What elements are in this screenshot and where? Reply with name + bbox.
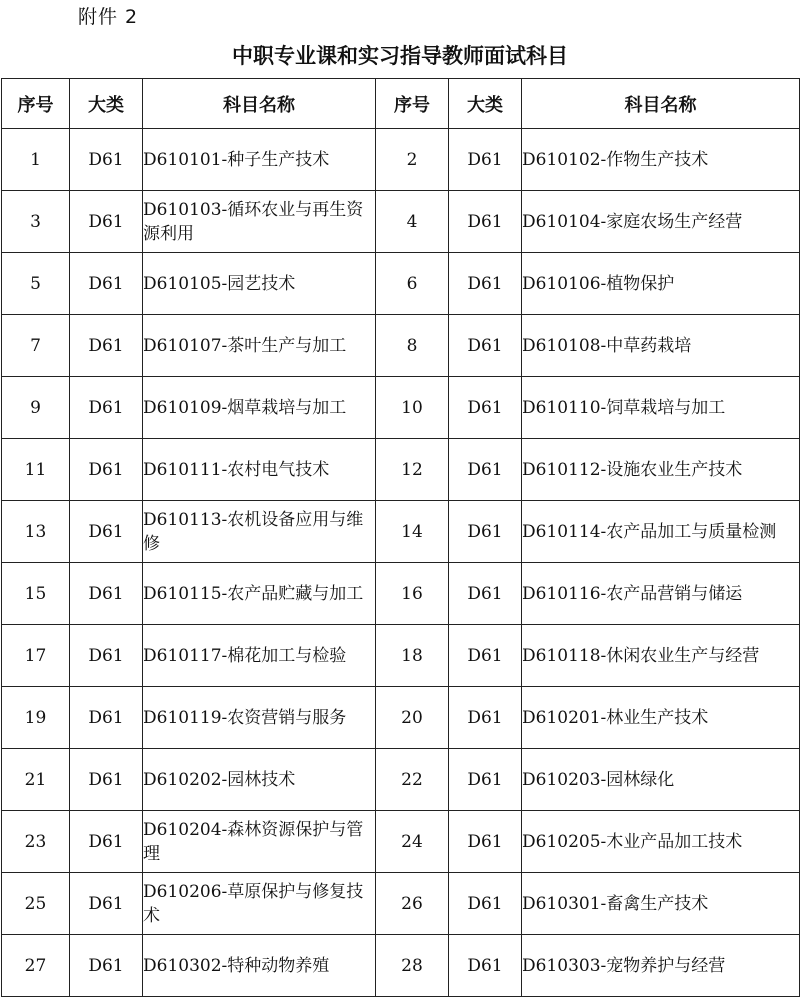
serial-cell: 14 — [376, 501, 449, 563]
table-row — [2, 563, 800, 625]
category-cell: D61 — [70, 315, 143, 377]
subject-cell: D610112-设施农业生产技术 — [522, 439, 800, 501]
table-row — [2, 191, 800, 253]
serial-cell: 19 — [2, 687, 70, 749]
subject-cell: D610116-农产品营销与储运 — [522, 563, 800, 625]
table-header-row — [2, 79, 800, 129]
attachment-label: 附件 2 — [78, 6, 139, 28]
category-cell: D61 — [70, 873, 143, 935]
subject-cell: D610108-中草药栽培 — [522, 315, 800, 377]
serial-cell: 28 — [376, 935, 449, 997]
serial-cell: 11 — [2, 439, 70, 501]
serial-cell: 9 — [2, 377, 70, 439]
subject-cell: D610110-饲草栽培与加工 — [522, 377, 800, 439]
serial-cell: 3 — [2, 191, 70, 253]
category-cell: D61 — [449, 563, 522, 625]
category-cell: D61 — [449, 687, 522, 749]
serial-cell: 25 — [2, 873, 70, 935]
category-cell: D61 — [449, 811, 522, 873]
category-cell: D61 — [70, 935, 143, 997]
serial-cell: 2 — [376, 129, 449, 191]
serial-cell: 18 — [376, 625, 449, 687]
category-cell: D61 — [70, 129, 143, 191]
table-row — [2, 315, 800, 377]
table-row — [2, 377, 800, 439]
category-cell: D61 — [70, 439, 143, 501]
subject-cell: D610106-植物保护 — [522, 253, 800, 315]
table-row — [2, 873, 800, 935]
table-row — [2, 253, 800, 315]
category-cell: D61 — [449, 625, 522, 687]
category-cell: D61 — [70, 563, 143, 625]
subject-cell: D610202-园林技术 — [143, 749, 376, 811]
category-cell: D61 — [449, 873, 522, 935]
subject-cell: D610114-农产品加工与质量检测 — [522, 501, 800, 563]
subject-cell: D610206-草原保护与修复技术 — [143, 873, 376, 935]
subject-cell: D610111-农村电气技术 — [143, 439, 376, 501]
category-cell: D61 — [70, 749, 143, 811]
serial-cell: 27 — [2, 935, 70, 997]
subject-cell: D610103-循环农业与再生资源利用 — [143, 191, 376, 253]
table-row — [2, 625, 800, 687]
subject-cell: D610102-作物生产技术 — [522, 129, 800, 191]
serial-cell: 24 — [376, 811, 449, 873]
subject-cell: D610302-特种动物养殖 — [143, 935, 376, 997]
category-cell: D61 — [449, 377, 522, 439]
category-cell: D61 — [70, 501, 143, 563]
category-cell: D61 — [70, 811, 143, 873]
serial-cell: 23 — [2, 811, 70, 873]
serial-cell: 8 — [376, 315, 449, 377]
category-cell: D61 — [449, 191, 522, 253]
category-cell: D61 — [70, 253, 143, 315]
subject-cell: D610205-木业产品加工技术 — [522, 811, 800, 873]
subject-cell: D610101-种子生产技术 — [143, 129, 376, 191]
subject-cell: D610204-森林资源保护与管理 — [143, 811, 376, 873]
category-cell: D61 — [70, 625, 143, 687]
header-subject-name: 科目名称 — [522, 79, 800, 129]
serial-cell: 16 — [376, 563, 449, 625]
subjects-table — [1, 78, 800, 997]
table-row — [2, 749, 800, 811]
subject-cell: D610107-茶叶生产与加工 — [143, 315, 376, 377]
serial-cell: 26 — [376, 873, 449, 935]
serial-cell: 10 — [376, 377, 449, 439]
category-cell: D61 — [449, 749, 522, 811]
subject-cell: D610201-林业生产技术 — [522, 687, 800, 749]
serial-cell: 1 — [2, 129, 70, 191]
category-cell: D61 — [70, 191, 143, 253]
table-row — [2, 811, 800, 873]
subject-cell: D610119-农资营销与服务 — [143, 687, 376, 749]
table-row — [2, 501, 800, 563]
category-cell: D61 — [449, 253, 522, 315]
serial-cell: 22 — [376, 749, 449, 811]
header-subject-name: 科目名称 — [143, 79, 376, 129]
category-cell: D61 — [70, 377, 143, 439]
serial-cell: 5 — [2, 253, 70, 315]
category-cell: D61 — [449, 315, 522, 377]
subject-cell: D610115-农产品贮藏与加工 — [143, 563, 376, 625]
serial-cell: 21 — [2, 749, 70, 811]
category-cell: D61 — [449, 501, 522, 563]
header-category: 大类 — [70, 79, 143, 129]
subject-cell: D610109-烟草栽培与加工 — [143, 377, 376, 439]
header-category: 大类 — [449, 79, 522, 129]
serial-cell: 13 — [2, 501, 70, 563]
subject-cell: D610203-园林绿化 — [522, 749, 800, 811]
subject-cell: D610301-畜禽生产技术 — [522, 873, 800, 935]
category-cell: D61 — [70, 687, 143, 749]
subject-cell: D610104-家庭农场生产经营 — [522, 191, 800, 253]
table-row — [2, 935, 800, 997]
serial-cell: 20 — [376, 687, 449, 749]
serial-cell: 4 — [376, 191, 449, 253]
subject-cell: D610117-棉花加工与检验 — [143, 625, 376, 687]
table-row — [2, 439, 800, 501]
category-cell: D61 — [449, 129, 522, 191]
header-serial: 序号 — [376, 79, 449, 129]
serial-cell: 12 — [376, 439, 449, 501]
subject-cell: D610303-宠物养护与经营 — [522, 935, 800, 997]
subject-cell: D610113-农机设备应用与维修 — [143, 501, 376, 563]
table-row — [2, 129, 800, 191]
category-cell: D61 — [449, 935, 522, 997]
header-serial: 序号 — [2, 79, 70, 129]
table-row — [2, 687, 800, 749]
serial-cell: 15 — [2, 563, 70, 625]
serial-cell: 7 — [2, 315, 70, 377]
serial-cell: 17 — [2, 625, 70, 687]
category-cell: D61 — [449, 439, 522, 501]
subject-cell: D610105-园艺技术 — [143, 253, 376, 315]
subject-cell: D610118-休闲农业生产与经营 — [522, 625, 800, 687]
serial-cell: 6 — [376, 253, 449, 315]
document-title: 中职专业课和实习指导教师面试科目 — [232, 44, 568, 68]
